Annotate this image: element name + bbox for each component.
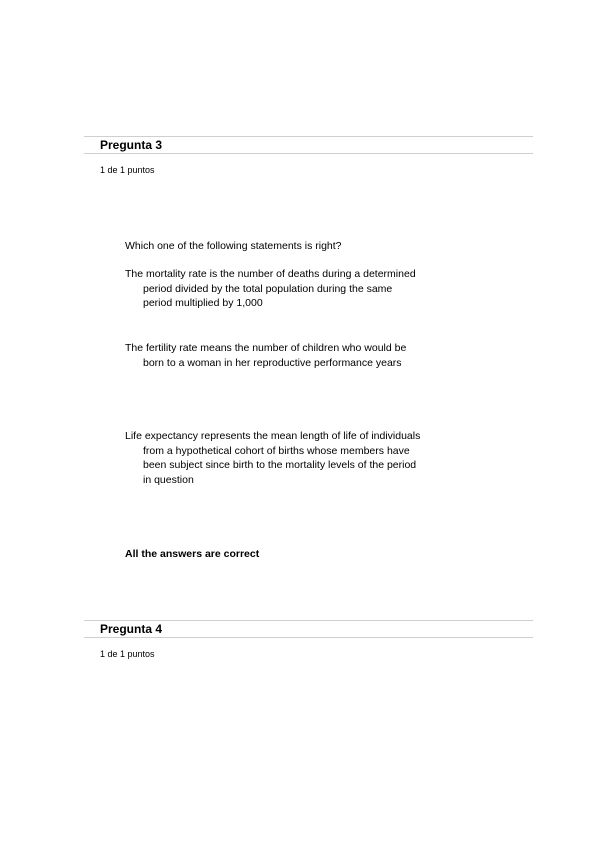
answer-option-3-line-4: in question bbox=[143, 473, 194, 486]
question-3-header bbox=[84, 136, 533, 154]
answer-option-2-line-1: The fertility rate means the number of children who would be bbox=[125, 342, 407, 354]
answer-option-4-correct bbox=[125, 547, 455, 562]
answer-option-2-line-2: born to a woman in her reproductive performance years bbox=[143, 356, 402, 369]
answer-option-1-line-1: The mortality rate is the number of deaths during a determined bbox=[125, 268, 416, 280]
answer-option-1-line-3: period multiplied by 1,000 bbox=[143, 297, 263, 309]
question-3-points: 1 de 1 puntos bbox=[100, 165, 155, 175]
question-4-header bbox=[84, 620, 533, 638]
answer-option-4-line-1: All the answers are correct bbox=[125, 548, 260, 560]
answer-option-1 bbox=[125, 267, 455, 311]
answer-option-3 bbox=[125, 429, 455, 487]
question-4-points: 1 de 1 puntos bbox=[100, 649, 155, 659]
question-3-title: Pregunta 3 bbox=[100, 138, 163, 152]
question-4-title: Pregunta 4 bbox=[100, 622, 163, 636]
answer-option-2 bbox=[125, 341, 455, 370]
answer-option-3-line-1: Life expectancy represents the mean length of life of individuals bbox=[125, 430, 421, 442]
question-3-prompt: Which one of the following statements is right? bbox=[125, 240, 342, 252]
answer-option-1-line-2: period divided by the total population during the same bbox=[143, 282, 393, 295]
answer-option-3-line-2: from a hypothetical cohort of births whose members have bbox=[143, 444, 410, 457]
answer-option-3-line-3: been subject since birth to the mortality levels of the period bbox=[143, 459, 417, 471]
